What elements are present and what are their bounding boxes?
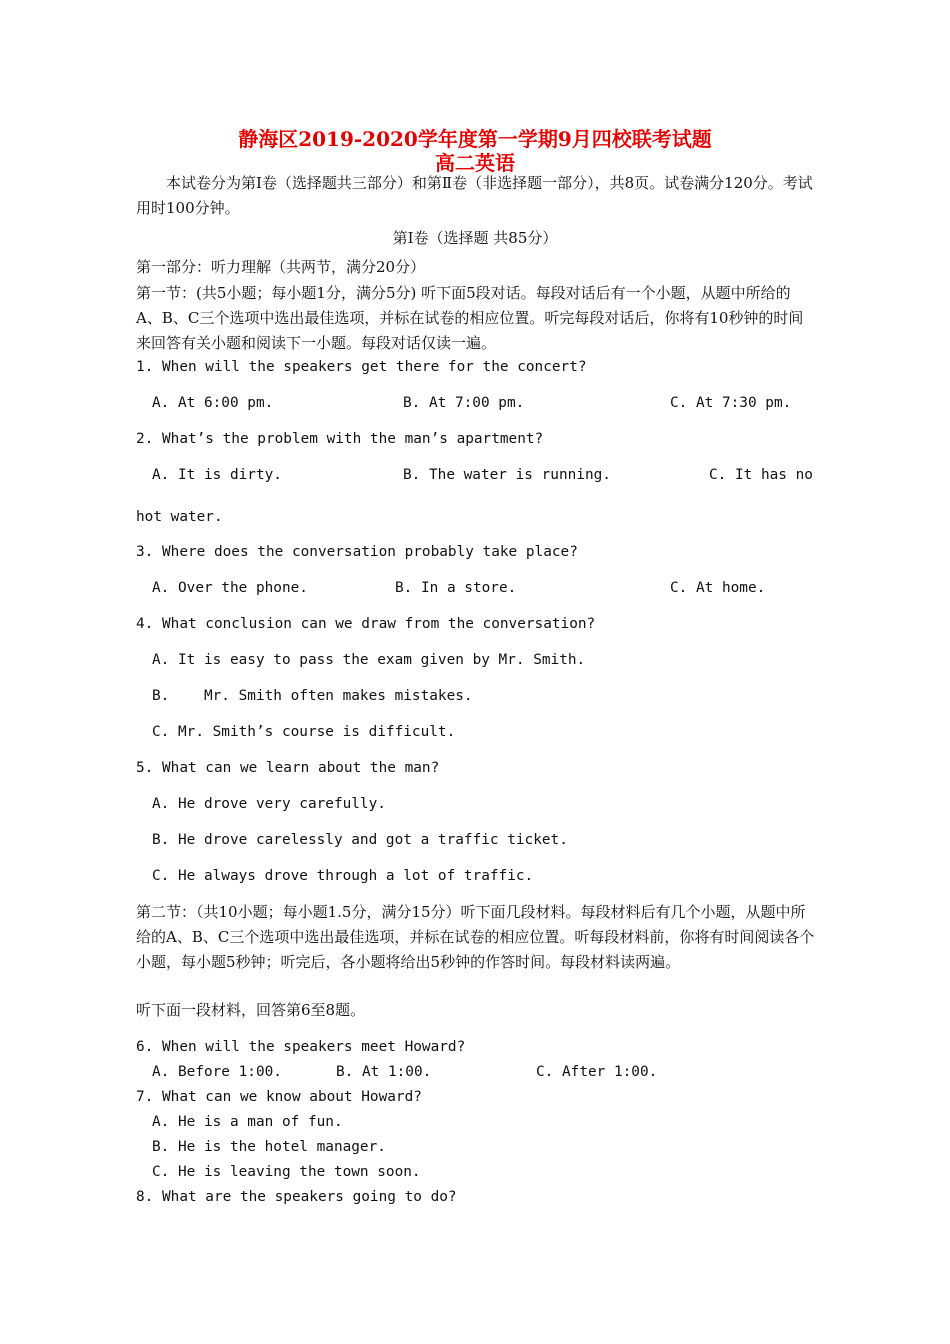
section1-instructions: 第一节：(共5小题；每小题1分，满分5分) 听下面5段对话。每段对话后有一个小题，从题中所给的A、B、C三个选项中选出最佳选项，并标在试卷的相应位置。听完每段对话后，你将有10秒钟的时间来回答有关小题和阅读下一小题。每段对话仅读一遍。 [136, 284, 804, 352]
question-4-stem: 4. What conclusion can we draw from the conversation? [136, 616, 596, 632]
question-7-option-c: C. He is leaving the town soon. [152, 1164, 421, 1180]
question-2-stem: 2. What’s the problem with the man’s apartment? [136, 431, 544, 447]
part1-heading: 第一部分：听力理解（共两节，满分20分） [136, 258, 426, 276]
question-7-stem: 7. What can we know about Howard? [136, 1089, 422, 1105]
question-6-option-c: C. After 1:00. [536, 1064, 658, 1080]
question-3-option-b: B. In a store. [395, 580, 517, 596]
question-7-option-a: A. He is a man of fun. [152, 1114, 343, 1130]
question-3-option-c: C. At home. [670, 580, 766, 596]
question-6-option-a: A. Before 1:00. [152, 1064, 282, 1080]
question-2-option-b: B. The water is running. [403, 467, 611, 483]
question-6-option-b: B. At 1:00. [336, 1064, 432, 1080]
question-7-option-b: B. He is the hotel manager. [152, 1139, 386, 1155]
question-1-option-c: C. At 7:30 pm. [670, 395, 792, 411]
question-5-stem: 5. What can we learn about the man? [136, 760, 440, 776]
question-2-option-c: C. It has no [709, 467, 813, 483]
section2-instructions: 第二节：（共10小题；每小题1.5分，满分15分）听下面几段材料。每段材料后有几个小题，从题中所给的A、B、C三个选项中选出最佳选项，并标在试卷的相应位置。听每段材料前，你将有时间阅读各个小题，每小题5秒钟；听完后，各小题将给出5秒钟的作答时间。每段材料读两遍。 [136, 903, 815, 971]
question-8-stem: 8. What are the speakers going to do? [136, 1189, 457, 1205]
exam-title: 静海区2019-2020学年度第一学期9月四校联考试题 [238, 127, 712, 151]
question-1-stem: 1. When will the speakers get there for the concert? [136, 359, 587, 375]
question-2-option-c-continued: hot water. [136, 509, 223, 525]
section2-subheading: 听下面一段材料，回答第6至8题。 [136, 1001, 366, 1019]
question-4-option-a: A. It is easy to pass the exam given by Mr. Smith. [152, 652, 586, 668]
question-1-option-a: A. At 6:00 pm. [152, 395, 274, 411]
question-1-option-b: B. At 7:00 pm. [403, 395, 525, 411]
question-5-option-c: C. He always drove through a lot of traffic. [152, 868, 534, 884]
volume1-heading: 第Ⅰ卷（选择题 共85分） [392, 229, 558, 247]
question-6-stem: 6. When will the speakers meet Howard? [136, 1039, 466, 1055]
question-5-option-b: B. He drove carelessly and got a traffic ticket. [152, 832, 568, 848]
question-2-option-a: A. It is dirty. [152, 467, 282, 483]
exam-subject: 高二英语 [435, 151, 515, 175]
intro-paragraph: 本试卷分为第Ⅰ卷（选择题共三部分）和第Ⅱ卷（非选择题一部分），共8页。试卷满分120分。考试用时100分钟。 [136, 174, 813, 217]
question-4-option-c: C. Mr. Smith’s course is difficult. [152, 724, 456, 740]
question-3-option-a: A. Over the phone. [152, 580, 308, 596]
question-5-option-a: A. He drove very carefully. [152, 796, 386, 812]
question-4-option-b: B. Mr. Smith often makes mistakes. [152, 688, 473, 704]
question-3-stem: 3. Where does the conversation probably take place? [136, 544, 578, 560]
